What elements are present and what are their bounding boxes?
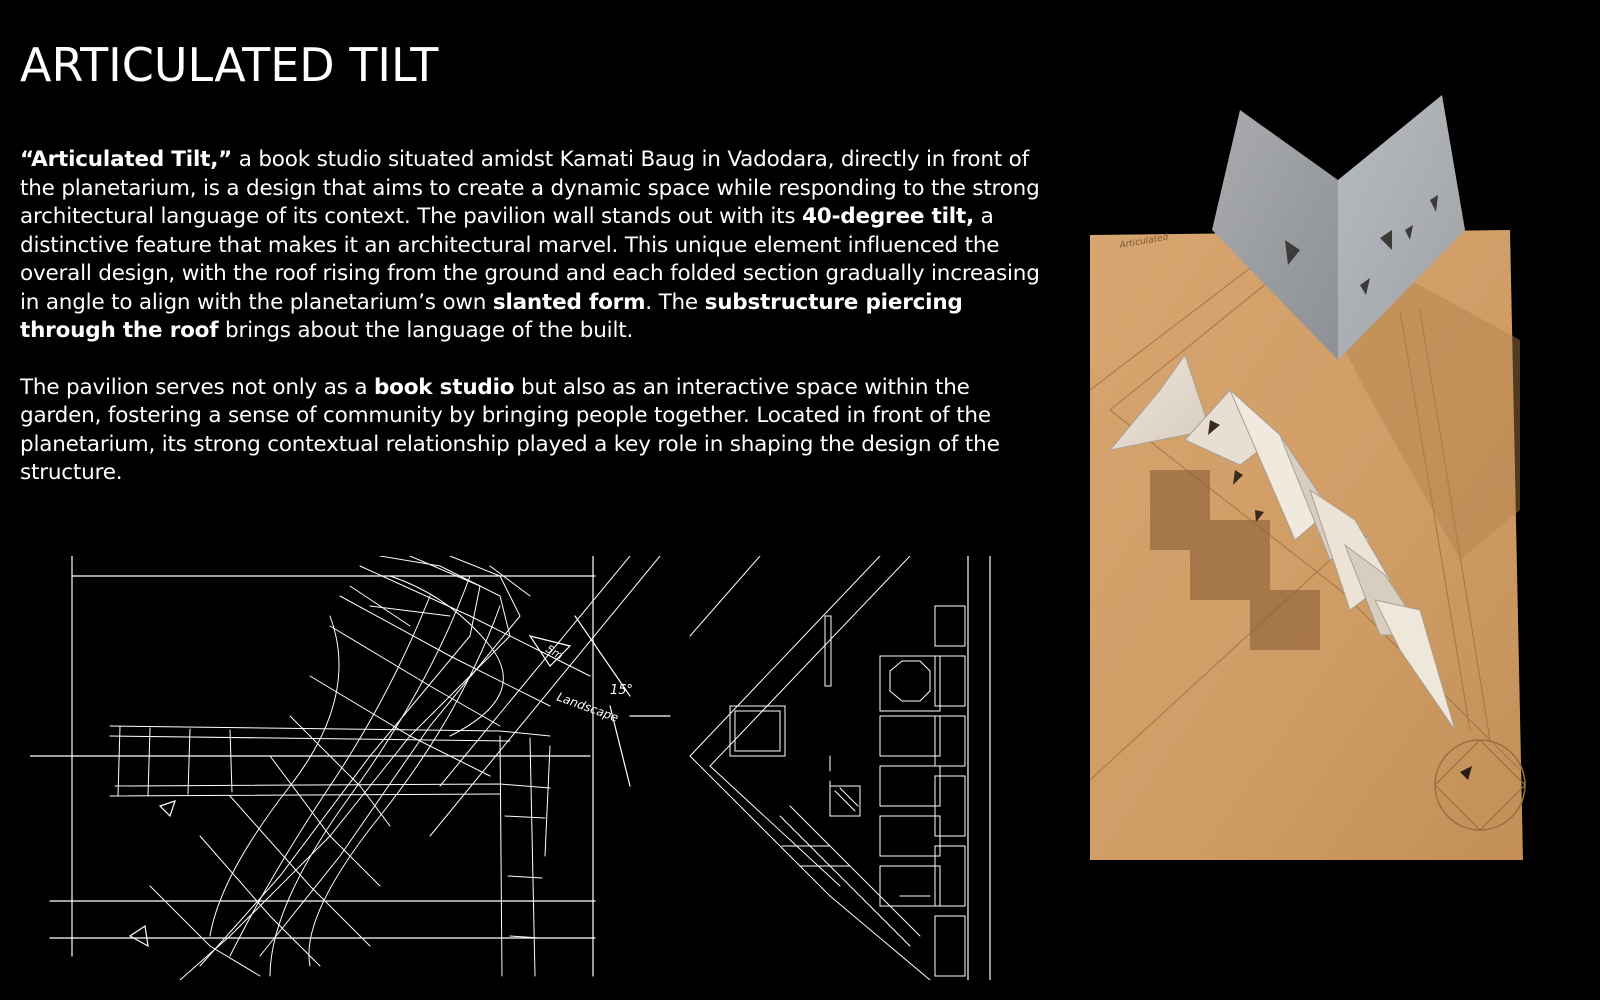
- physical-model-photo: [1080, 90, 1570, 890]
- highlight-slanted: slanted form: [492, 289, 646, 315]
- text-run: . The: [645, 289, 705, 315]
- sketch-annotation-landscape: Landscape: [554, 689, 621, 725]
- highlight-substructure: substructure piercing through the roof: [20, 289, 963, 343]
- text-run: The pavilion serves not only as a: [20, 374, 374, 400]
- text-run: a book studio situated amidst Kamati Baug in Vadodara, directly in front of the planetarium, is a design that aims to create a dynamic space while responding to the strong architectural language of its context. The pavilion wall stands out with its: [20, 147, 1040, 229]
- site-sketch-drawing: [30, 556, 1015, 980]
- text-run: a distinctive feature that makes it an architectural marvel. This unique element influenced the overall design, with the roof rising from the ground and each folded section gradually increasing in angle to align with the planetarium’s own: [20, 204, 1040, 315]
- sketch-annotation-angle: 15°: [610, 683, 634, 698]
- project-name: “Articulated Tilt,”: [20, 147, 233, 172]
- paragraph-2: [20, 374, 1040, 488]
- page-title: ARTICULATED TILT: [20, 38, 439, 92]
- highlight-tilt: 40-degree tilt,: [802, 204, 974, 229]
- sketch-annotation-dimension: 5m: [543, 642, 566, 663]
- description-text: [20, 146, 1040, 516]
- text-run: brings about the language of the built.: [218, 318, 634, 343]
- text-run: but also as an interactive space within the garden, fostering a sense of community by bringing people together. Located in front of the planetarium, its strong contextual relationship played a key role in shaping the design of the structure.: [20, 374, 1000, 485]
- paragraph-1: [20, 146, 1040, 346]
- model-board-label: Articulated: [1118, 232, 1170, 251]
- highlight-book-studio: book studio: [373, 374, 515, 400]
